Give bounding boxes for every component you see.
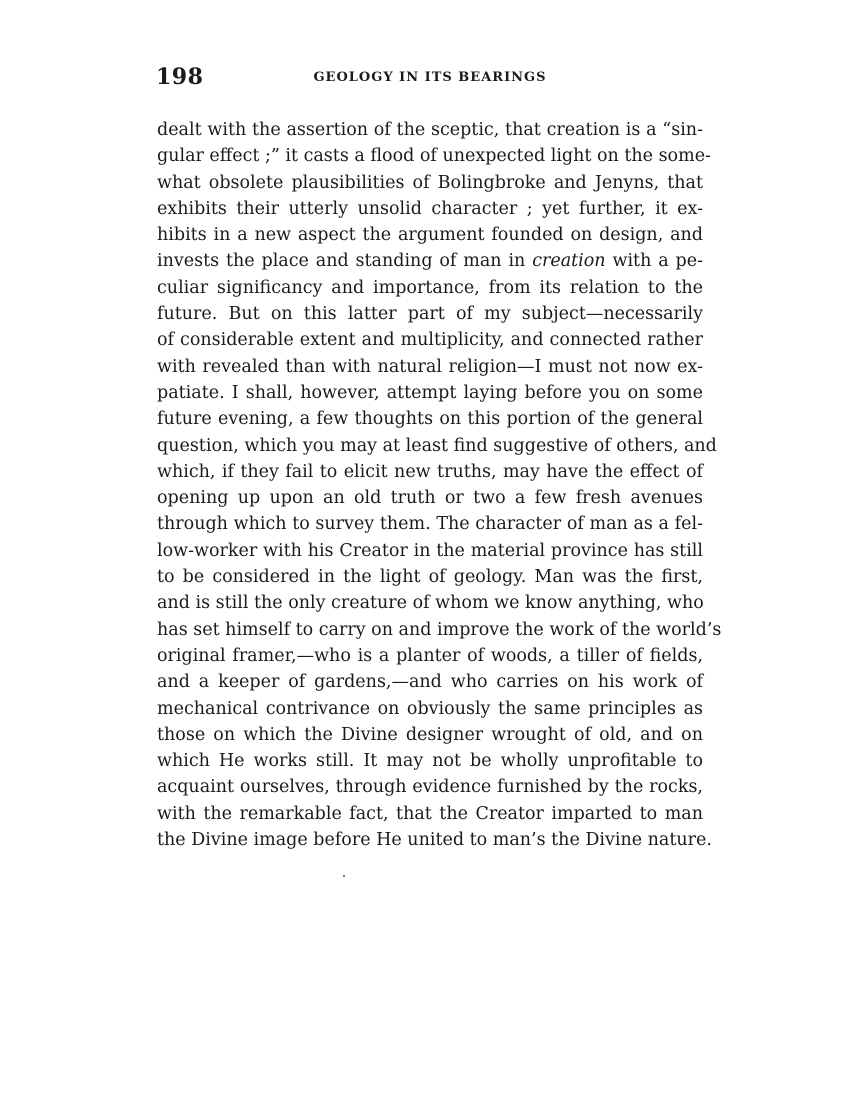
running-title: GEOLOGY IN ITS BEARINGS: [313, 70, 547, 85]
text-line: [157, 248, 703, 274]
text-line: which, if they fail to elicit new truths, may have the effect of: [157, 461, 703, 482]
text-line: of considerable extent and multiplicity, and connected rather: [157, 330, 703, 351]
text-line: future evening, a few thoughts on this portion of the general: [157, 409, 703, 430]
text-line: question, which you may at least find suggestive of others, and: [157, 435, 717, 456]
text-line: through which to survey them. The character of man as a fel-: [157, 514, 703, 535]
print-speck: [343, 875, 345, 877]
text-line: those on which the Divine designer wrought of old, and on: [157, 724, 703, 745]
text-line: original framer,—who is a planter of woods, a tiller of fields,: [157, 645, 703, 666]
page-number: 198: [156, 64, 204, 90]
text-line: to be considered in the light of geology. Man was the first,: [157, 567, 703, 588]
text-line: with revealed than with natural religion—I must not now ex-: [157, 356, 703, 377]
body-text: [157, 117, 722, 853]
text-line: culiar significancy and importance, from its relation to the: [157, 277, 703, 298]
text-line: and a keeper of gardens,—and who carries on his work of: [157, 672, 703, 693]
text-line: what obsolete plausibilities of Bolingbroke and Jenyns, that: [157, 172, 703, 193]
text-line: and is still the only creature of whom we know anything, who: [157, 593, 704, 614]
text-run: invests the place and standing of man in: [157, 251, 533, 272]
text-line: hibits in a new aspect the argument founded on design, and: [157, 225, 703, 246]
text-line: dealt with the assertion of the sceptic, that creation is a “sin-: [157, 120, 703, 140]
text-line: which He works still. It may not be wholly unprofitable to: [157, 751, 703, 772]
italic-word: creation: [532, 251, 606, 272]
running-head: [156, 64, 704, 96]
text-line: with the remarkable fact, that the Creator imparted to man: [157, 803, 703, 824]
text-line: mechanical contrivance on obviously the same principles as: [157, 698, 703, 719]
text-line: opening up upon an old truth or two a few fresh avenues: [157, 488, 703, 509]
text-line: the Divine image before He united to man’s the Divine nature.: [157, 830, 712, 851]
text-line: future. But on this latter part of my subject—necessarily: [157, 304, 703, 325]
text-line: acquaint ourselves, through evidence furnished by the rocks,: [157, 777, 703, 798]
text-line: gular effect ;” it casts a flood of unexpected light on the some-: [157, 146, 711, 167]
text-line: exhibits their utterly unsolid character ; yet further, it ex-: [157, 198, 703, 219]
text-line: patiate. I shall, however, attempt laying before you on some: [157, 382, 703, 403]
text-run: with a pe-: [605, 251, 703, 272]
text-line: has set himself to carry on and improve the work of the world’s: [157, 619, 722, 640]
text-line: low-worker with his Creator in the material province has still: [157, 540, 703, 561]
